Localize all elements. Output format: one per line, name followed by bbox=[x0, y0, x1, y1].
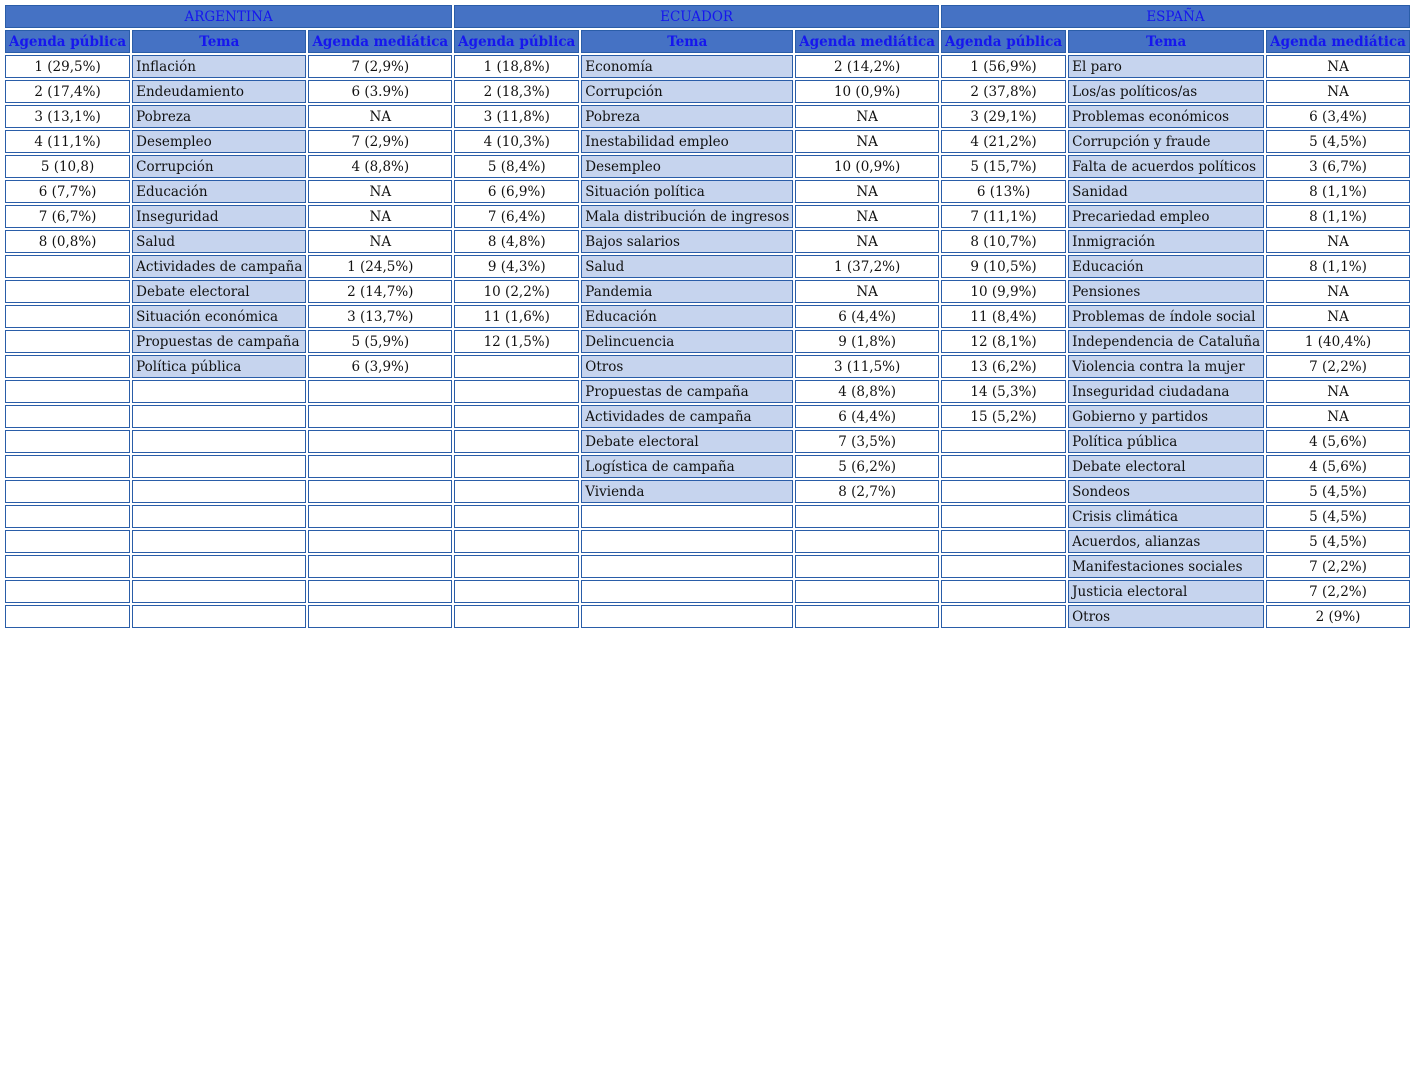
agenda-mediatica-cell: 6 (3,4%) bbox=[1266, 105, 1410, 128]
agenda-publica-cell: 1 (29,5%) bbox=[5, 55, 130, 78]
table-row bbox=[5, 180, 1410, 203]
agenda-mediatica-cell: 1 (37,2%) bbox=[795, 255, 939, 278]
tema-cell: Inestabilidad empleo bbox=[581, 130, 793, 153]
agenda-publica-cell bbox=[5, 480, 130, 503]
tema-cell: Política pública bbox=[132, 355, 306, 378]
agenda-publica-cell: 2 (37,8%) bbox=[941, 80, 1066, 103]
agenda-publica-cell: 3 (11,8%) bbox=[454, 105, 579, 128]
agenda-mediatica-cell: 8 (1,1%) bbox=[1266, 180, 1410, 203]
agenda-mediatica-cell: 10 (0,9%) bbox=[795, 80, 939, 103]
agenda-mediatica-cell: 7 (2,2%) bbox=[1266, 355, 1410, 378]
tema-cell bbox=[132, 455, 306, 478]
agenda-publica-cell: 6 (7,7%) bbox=[5, 180, 130, 203]
tema-cell: El paro bbox=[1068, 55, 1264, 78]
agenda-publica-cell bbox=[5, 280, 130, 303]
tema-cell: Precariedad empleo bbox=[1068, 205, 1264, 228]
column-header-row bbox=[5, 30, 1410, 53]
table-row bbox=[5, 330, 1410, 353]
tema-cell: Falta de acuerdos políticos bbox=[1068, 155, 1264, 178]
tema-cell: Los/as políticos/as bbox=[1068, 80, 1264, 103]
agenda-mediatica-cell: NA bbox=[308, 205, 452, 228]
agenda-publica-cell bbox=[5, 530, 130, 553]
agenda-publica-cell: 10 (2,2%) bbox=[454, 280, 579, 303]
table-row bbox=[5, 130, 1410, 153]
agenda-publica-cell bbox=[454, 380, 579, 403]
tema-cell bbox=[132, 480, 306, 503]
agenda-mediatica-cell bbox=[308, 555, 452, 578]
tema-cell: Justicia electoral bbox=[1068, 580, 1264, 603]
agenda-mediatica-cell: 2 (9%) bbox=[1266, 605, 1410, 628]
tema-cell: Situación económica bbox=[132, 305, 306, 328]
tema-cell: Educación bbox=[132, 180, 306, 203]
agenda-mediatica-cell: 5 (4,5%) bbox=[1266, 480, 1410, 503]
agenda-mediatica-cell: NA bbox=[795, 230, 939, 253]
agenda-mediatica-cell bbox=[308, 405, 452, 428]
tema-cell: Inseguridad bbox=[132, 205, 306, 228]
tema-cell: Corrupción bbox=[581, 80, 793, 103]
tema-cell: Salud bbox=[581, 255, 793, 278]
column-header-agenda-publica: Agenda pública bbox=[941, 30, 1066, 53]
agenda-publica-cell: 3 (13,1%) bbox=[5, 105, 130, 128]
agenda-mediatica-cell: 1 (24,5%) bbox=[308, 255, 452, 278]
column-header-tema: Tema bbox=[1068, 30, 1264, 53]
agenda-mediatica-cell: 5 (5,9%) bbox=[308, 330, 452, 353]
tema-cell: Salud bbox=[132, 230, 306, 253]
agenda-mediatica-cell: 6 (3,9%) bbox=[308, 355, 452, 378]
tema-cell bbox=[132, 380, 306, 403]
agenda-publica-cell: 11 (8,4%) bbox=[941, 305, 1066, 328]
agenda-publica-cell: 7 (6,4%) bbox=[454, 205, 579, 228]
agenda-mediatica-cell: 6 (4,4%) bbox=[795, 405, 939, 428]
agenda-publica-cell bbox=[5, 580, 130, 603]
tema-cell: Pobreza bbox=[581, 105, 793, 128]
table-row bbox=[5, 230, 1410, 253]
tema-cell: Sondeos bbox=[1068, 480, 1264, 503]
tema-cell: Economía bbox=[581, 55, 793, 78]
table-row bbox=[5, 205, 1410, 228]
column-header-tema: Tema bbox=[581, 30, 793, 53]
agenda-mediatica-cell: NA bbox=[795, 130, 939, 153]
agenda-publica-cell bbox=[454, 430, 579, 453]
table-row bbox=[5, 455, 1410, 478]
agenda-publica-cell: 13 (6,2%) bbox=[941, 355, 1066, 378]
agenda-mediatica-cell: 4 (5,6%) bbox=[1266, 430, 1410, 453]
tema-cell: Propuestas de campaña bbox=[581, 380, 793, 403]
agenda-mediatica-cell: NA bbox=[1266, 305, 1410, 328]
agenda-publica-cell: 9 (4,3%) bbox=[454, 255, 579, 278]
tema-cell: Política pública bbox=[1068, 430, 1264, 453]
agenda-mediatica-cell: NA bbox=[308, 230, 452, 253]
agenda-publica-cell: 1 (18,8%) bbox=[454, 55, 579, 78]
tema-cell: Gobierno y partidos bbox=[1068, 405, 1264, 428]
agenda-publica-cell bbox=[5, 405, 130, 428]
agenda-publica-cell bbox=[941, 530, 1066, 553]
agenda-publica-cell bbox=[5, 330, 130, 353]
tema-cell: Pandemia bbox=[581, 280, 793, 303]
tema-cell: Otros bbox=[581, 355, 793, 378]
agenda-mediatica-cell: NA bbox=[795, 180, 939, 203]
agenda-mediatica-cell: NA bbox=[1266, 280, 1410, 303]
agenda-mediatica-cell: 9 (1,8%) bbox=[795, 330, 939, 353]
tema-cell: Corrupción bbox=[132, 155, 306, 178]
table-row bbox=[5, 405, 1410, 428]
table-row bbox=[5, 355, 1410, 378]
agenda-mediatica-cell bbox=[795, 555, 939, 578]
agenda-mediatica-cell: NA bbox=[308, 105, 452, 128]
country-header-argentina: ARGENTINA bbox=[5, 5, 452, 28]
tema-cell: Problemas de índole social bbox=[1068, 305, 1264, 328]
agenda-publica-cell: 6 (6,9%) bbox=[454, 180, 579, 203]
agenda-mediatica-cell bbox=[308, 580, 452, 603]
agenda-publica-cell: 8 (0,8%) bbox=[5, 230, 130, 253]
agenda-publica-cell bbox=[5, 380, 130, 403]
tema-cell bbox=[581, 580, 793, 603]
agenda-publica-cell: 8 (4,8%) bbox=[454, 230, 579, 253]
agenda-mediatica-cell: 4 (8,8%) bbox=[795, 380, 939, 403]
table-row bbox=[5, 280, 1410, 303]
tema-cell bbox=[132, 555, 306, 578]
agenda-publica-cell: 14 (5,3%) bbox=[941, 380, 1066, 403]
agenda-publica-cell bbox=[941, 555, 1066, 578]
agenda-mediatica-cell: 3 (11,5%) bbox=[795, 355, 939, 378]
tema-cell: Manifestaciones sociales bbox=[1068, 555, 1264, 578]
agenda-publica-cell: 3 (29,1%) bbox=[941, 105, 1066, 128]
agenda-publica-cell: 8 (10,7%) bbox=[941, 230, 1066, 253]
agenda-mediatica-cell: 3 (13,7%) bbox=[308, 305, 452, 328]
agenda-publica-cell: 2 (17,4%) bbox=[5, 80, 130, 103]
agenda-publica-cell bbox=[5, 555, 130, 578]
agenda-publica-cell bbox=[454, 405, 579, 428]
agenda-publica-cell bbox=[941, 505, 1066, 528]
tema-cell bbox=[581, 555, 793, 578]
agenda-mediatica-cell bbox=[308, 430, 452, 453]
tema-cell bbox=[132, 580, 306, 603]
agenda-mediatica-cell: NA bbox=[795, 205, 939, 228]
agenda-publica-cell: 7 (6,7%) bbox=[5, 205, 130, 228]
agenda-publica-cell bbox=[941, 580, 1066, 603]
agenda-publica-cell: 4 (10,3%) bbox=[454, 130, 579, 153]
agenda-publica-cell bbox=[454, 605, 579, 628]
table-row bbox=[5, 155, 1410, 178]
tema-cell: Bajos salarios bbox=[581, 230, 793, 253]
agenda-publica-cell: 9 (10,5%) bbox=[941, 255, 1066, 278]
tema-cell: Independencia de Cataluña bbox=[1068, 330, 1264, 353]
agenda-mediatica-cell: NA bbox=[1266, 230, 1410, 253]
tema-cell: Sanidad bbox=[1068, 180, 1264, 203]
agenda-mediatica-cell: NA bbox=[795, 105, 939, 128]
column-header-tema: Tema bbox=[132, 30, 306, 53]
tema-cell bbox=[132, 530, 306, 553]
agenda-mediatica-cell bbox=[795, 580, 939, 603]
agenda-mediatica-cell: NA bbox=[795, 280, 939, 303]
agenda-publica-cell bbox=[454, 580, 579, 603]
agenda-mediatica-cell: 4 (5,6%) bbox=[1266, 455, 1410, 478]
agenda-mediatica-cell: 7 (2,9%) bbox=[308, 55, 452, 78]
agenda-publica-cell: 12 (8,1%) bbox=[941, 330, 1066, 353]
column-header-agenda-mediatica: Agenda mediática bbox=[308, 30, 452, 53]
agenda-mediatica-cell: 4 (8,8%) bbox=[308, 155, 452, 178]
column-header-agenda-mediatica: Agenda mediática bbox=[795, 30, 939, 53]
agenda-publica-cell: 5 (15,7%) bbox=[941, 155, 1066, 178]
table-row bbox=[5, 105, 1410, 128]
agenda-publica-cell bbox=[5, 605, 130, 628]
agenda-publica-cell: 1 (56,9%) bbox=[941, 55, 1066, 78]
agenda-mediatica-cell: 8 (2,7%) bbox=[795, 480, 939, 503]
tema-cell bbox=[132, 430, 306, 453]
column-header-agenda-publica: Agenda pública bbox=[5, 30, 130, 53]
agenda-publica-cell bbox=[5, 505, 130, 528]
table-row bbox=[5, 255, 1410, 278]
agenda-mediatica-cell: 7 (2,9%) bbox=[308, 130, 452, 153]
tema-cell: Debate electoral bbox=[132, 280, 306, 303]
tema-cell: Educación bbox=[1068, 255, 1264, 278]
tema-cell: Inflación bbox=[132, 55, 306, 78]
agenda-mediatica-cell bbox=[795, 530, 939, 553]
tema-cell: Debate electoral bbox=[1068, 455, 1264, 478]
table-row bbox=[5, 505, 1410, 528]
column-header-agenda-publica: Agenda pública bbox=[454, 30, 579, 53]
agenda-publica-cell bbox=[5, 430, 130, 453]
agenda-mediatica-cell bbox=[308, 505, 452, 528]
agenda-mediatica-cell bbox=[308, 480, 452, 503]
table-row bbox=[5, 555, 1410, 578]
agenda-publica-cell bbox=[454, 455, 579, 478]
agenda-mediatica-cell: 2 (14,2%) bbox=[795, 55, 939, 78]
agenda-mediatica-cell: 8 (1,1%) bbox=[1266, 255, 1410, 278]
agenda-mediatica-cell: 5 (6,2%) bbox=[795, 455, 939, 478]
agenda-mediatica-cell: 5 (4,5%) bbox=[1266, 505, 1410, 528]
agenda-publica-cell bbox=[454, 480, 579, 503]
tema-cell: Logística de campaña bbox=[581, 455, 793, 478]
agenda-mediatica-cell: 3 (6,7%) bbox=[1266, 155, 1410, 178]
agenda-mediatica-cell bbox=[308, 605, 452, 628]
tema-cell: Problemas económicos bbox=[1068, 105, 1264, 128]
table-body bbox=[5, 55, 1410, 628]
agenda-mediatica-cell: 2 (14,7%) bbox=[308, 280, 452, 303]
tema-cell: Inmigración bbox=[1068, 230, 1264, 253]
agenda-publica-cell bbox=[454, 355, 579, 378]
agenda-mediatica-cell: NA bbox=[308, 180, 452, 203]
tema-cell bbox=[132, 505, 306, 528]
table-row bbox=[5, 80, 1410, 103]
table-row bbox=[5, 430, 1410, 453]
tema-cell: Delincuencia bbox=[581, 330, 793, 353]
agenda-publica-cell bbox=[454, 530, 579, 553]
tema-cell: Pobreza bbox=[132, 105, 306, 128]
tema-cell bbox=[581, 605, 793, 628]
tema-cell: Inseguridad ciudadana bbox=[1068, 380, 1264, 403]
tema-cell: Endeudamiento bbox=[132, 80, 306, 103]
agenda-table bbox=[3, 3, 1412, 630]
agenda-mediatica-cell bbox=[795, 505, 939, 528]
agenda-mediatica-cell: NA bbox=[1266, 80, 1410, 103]
agenda-mediatica-cell: 10 (0,9%) bbox=[795, 155, 939, 178]
tema-cell: Situación política bbox=[581, 180, 793, 203]
agenda-publica-cell: 12 (1,5%) bbox=[454, 330, 579, 353]
column-header-agenda-mediatica: Agenda mediática bbox=[1266, 30, 1410, 53]
tema-cell bbox=[581, 530, 793, 553]
agenda-publica-cell bbox=[941, 480, 1066, 503]
tema-cell: Debate electoral bbox=[581, 430, 793, 453]
table-row bbox=[5, 580, 1410, 603]
agenda-publica-cell: 4 (21,2%) bbox=[941, 130, 1066, 153]
table-row bbox=[5, 305, 1410, 328]
tema-cell: Corrupción y fraude bbox=[1068, 130, 1264, 153]
tema-cell bbox=[132, 605, 306, 628]
agenda-mediatica-cell bbox=[308, 380, 452, 403]
agenda-publica-cell: 5 (8,4%) bbox=[454, 155, 579, 178]
tema-cell: Pensiones bbox=[1068, 280, 1264, 303]
agenda-publica-cell bbox=[454, 505, 579, 528]
tema-cell: Acuerdos, alianzas bbox=[1068, 530, 1264, 553]
agenda-mediatica-cell: NA bbox=[1266, 380, 1410, 403]
agenda-publica-cell bbox=[5, 355, 130, 378]
agenda-publica-cell bbox=[5, 305, 130, 328]
table-row bbox=[5, 380, 1410, 403]
agenda-mediatica-cell: 7 (2,2%) bbox=[1266, 580, 1410, 603]
agenda-publica-cell bbox=[5, 455, 130, 478]
agenda-publica-cell bbox=[941, 430, 1066, 453]
agenda-publica-cell: 4 (11,1%) bbox=[5, 130, 130, 153]
tema-cell: Actividades de campaña bbox=[132, 255, 306, 278]
tema-cell: Crisis climática bbox=[1068, 505, 1264, 528]
agenda-mediatica-cell bbox=[795, 605, 939, 628]
tema-cell: Desempleo bbox=[581, 155, 793, 178]
agenda-mediatica-cell: 5 (4,5%) bbox=[1266, 530, 1410, 553]
agenda-publica-cell: 10 (9,9%) bbox=[941, 280, 1066, 303]
agenda-publica-cell bbox=[941, 605, 1066, 628]
agenda-mediatica-cell: 7 (3,5%) bbox=[795, 430, 939, 453]
agenda-publica-cell bbox=[941, 455, 1066, 478]
tema-cell bbox=[132, 405, 306, 428]
tema-cell: Desempleo bbox=[132, 130, 306, 153]
agenda-mediatica-cell bbox=[308, 530, 452, 553]
agenda-mediatica-cell: 8 (1,1%) bbox=[1266, 205, 1410, 228]
agenda-publica-cell: 15 (5,2%) bbox=[941, 405, 1066, 428]
country-header-espana: ESPAÑA bbox=[941, 5, 1410, 28]
agenda-mediatica-cell: 1 (40,4%) bbox=[1266, 330, 1410, 353]
tema-cell: Mala distribución de ingresos bbox=[581, 205, 793, 228]
table-row bbox=[5, 605, 1410, 628]
agenda-publica-cell: 2 (18,3%) bbox=[454, 80, 579, 103]
table-row bbox=[5, 530, 1410, 553]
table-row bbox=[5, 480, 1410, 503]
tema-cell: Educación bbox=[581, 305, 793, 328]
agenda-mediatica-cell: 5 (4,5%) bbox=[1266, 130, 1410, 153]
agenda-publica-cell: 5 (10,8) bbox=[5, 155, 130, 178]
tema-cell: Vivienda bbox=[581, 480, 793, 503]
agenda-mediatica-cell: 6 (4,4%) bbox=[795, 305, 939, 328]
agenda-publica-cell bbox=[454, 555, 579, 578]
agenda-publica-cell: 6 (13%) bbox=[941, 180, 1066, 203]
tema-cell: Violencia contra la mujer bbox=[1068, 355, 1264, 378]
agenda-mediatica-cell bbox=[308, 455, 452, 478]
country-header-ecuador: ECUADOR bbox=[454, 5, 939, 28]
country-header-row bbox=[5, 5, 1410, 28]
agenda-mediatica-cell: NA bbox=[1266, 55, 1410, 78]
tema-cell: Propuestas de campaña bbox=[132, 330, 306, 353]
agenda-publica-cell: 11 (1,6%) bbox=[454, 305, 579, 328]
agenda-publica-cell: 7 (11,1%) bbox=[941, 205, 1066, 228]
tema-cell: Otros bbox=[1068, 605, 1264, 628]
agenda-publica-cell bbox=[5, 255, 130, 278]
agenda-mediatica-cell: NA bbox=[1266, 405, 1410, 428]
agenda-mediatica-cell: 6 (3.9%) bbox=[308, 80, 452, 103]
table-row bbox=[5, 55, 1410, 78]
tema-cell: Actividades de campaña bbox=[581, 405, 793, 428]
agenda-mediatica-cell: 7 (2,2%) bbox=[1266, 555, 1410, 578]
tema-cell bbox=[581, 505, 793, 528]
